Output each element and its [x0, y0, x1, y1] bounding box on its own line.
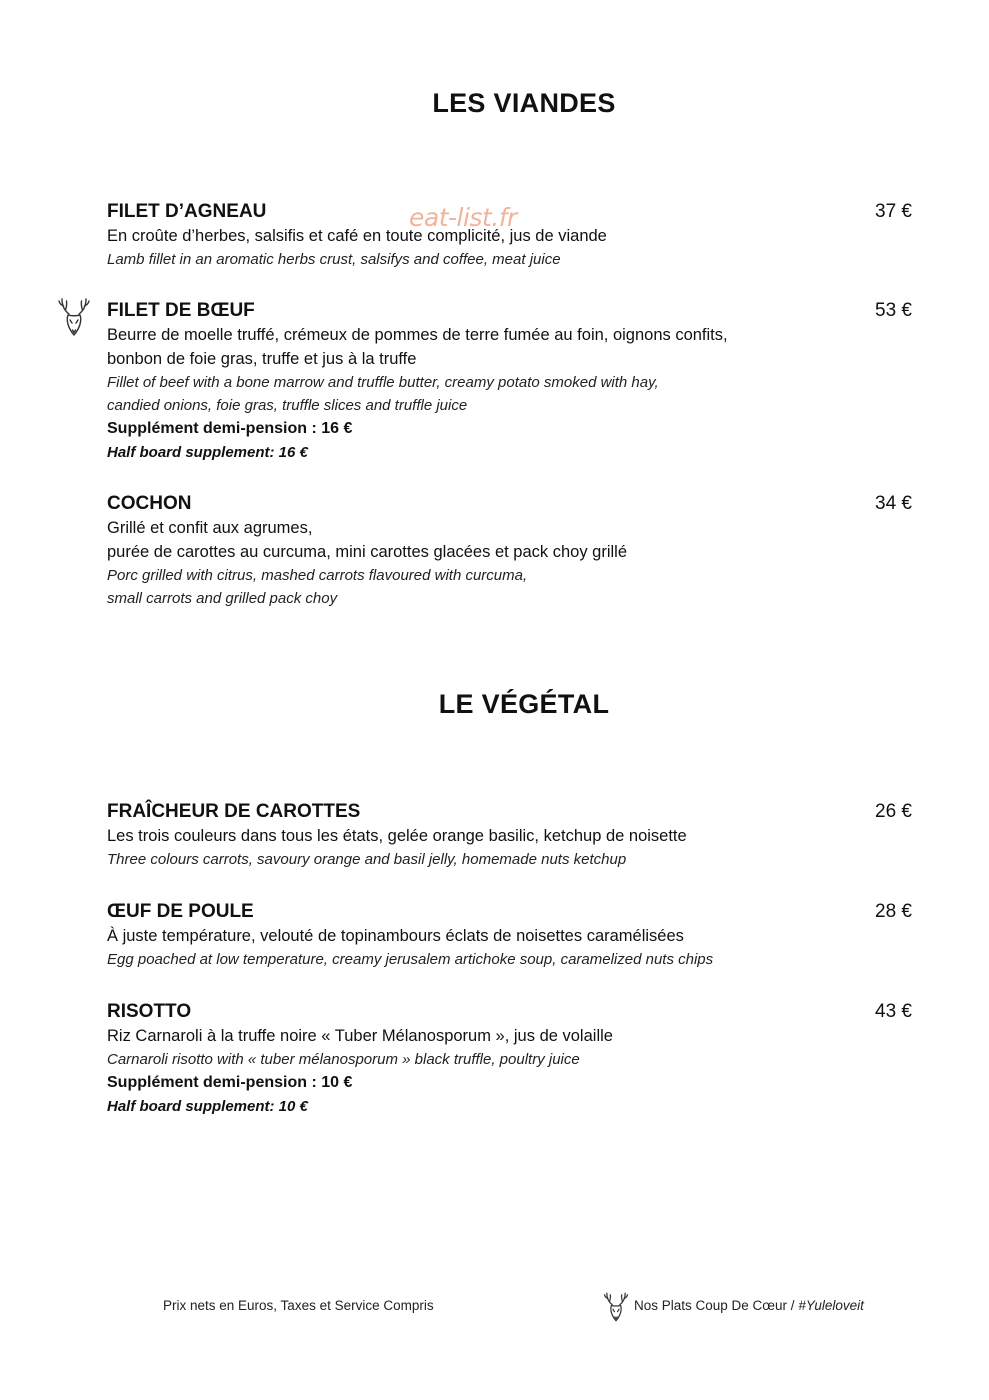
watermark: eat-list.fr [409, 203, 517, 232]
supplement-fr: Supplément demi-pension : 16 € [107, 420, 353, 437]
dish-name: ŒUF DE POULE [107, 901, 254, 922]
menu-item-filet-boeuf [107, 299, 912, 464]
dish-name: COCHON [107, 493, 192, 514]
dish-price: 37 € [875, 201, 912, 222]
menu-item-filet-agneau [107, 200, 912, 271]
dish-description-en: Carnaroli risotto with « tuber mélanosporum » black truffle, poultry juice [107, 1051, 580, 1068]
supplement-en: Half board supplement: 16 € [107, 444, 308, 461]
stag-head-icon [603, 1287, 629, 1327]
footer-price-note: Prix nets en Euros, Taxes et Service Compris [163, 1298, 434, 1313]
footer-legend [634, 1298, 864, 1313]
dish-description-en: Egg poached at low temperature, creamy jerusalem artichoke soup, caramelized nuts chips [107, 951, 714, 968]
dish-description-fr: bonbon de foie gras, truffe et jus à la truffe [107, 350, 417, 368]
dish-description-fr: Riz Carnaroli à la truffe noire « Tuber Mélanosporum », jus de volaille [107, 1027, 613, 1045]
section-title-viandes: LES VIANDES [432, 88, 616, 118]
dish-name: RISOTTO [107, 1001, 192, 1022]
dish-price: 53 € [875, 300, 912, 321]
dish-price: 34 € [875, 493, 912, 514]
dish-price: 28 € [875, 901, 912, 922]
footer-legend-text: Nos Plats Coup De Cœur / [634, 1298, 799, 1313]
dish-description-en: Porc grilled with citrus, mashed carrots flavoured with curcuma, [107, 567, 528, 584]
dish-description-en: candied onions, foie gras, truffle slices and truffle juice [107, 397, 468, 414]
dish-description-fr: À juste température, velouté de topinambours éclats de noisettes caramélisées [107, 927, 684, 945]
dish-description-fr: Grillé et confit aux agrumes, [107, 519, 313, 537]
supplement-en: Half board supplement: 10 € [107, 1098, 308, 1115]
dish-name: FILET DE BŒUF [107, 300, 255, 321]
stag-head-icon [57, 296, 91, 338]
dish-price: 43 € [875, 1001, 912, 1022]
dish-description-fr: En croûte d’herbes, salsifis et café en toute complicité, jus de viande [107, 227, 607, 245]
dish-description-en: Three colours carrots, savoury orange and basil jelly, homemade nuts ketchup [107, 851, 627, 868]
dish-name: FILET D’AGNEAU [107, 201, 267, 222]
section-title-vegetal: LE VÉGÉTAL [438, 689, 610, 719]
dish-description-fr: Les trois couleurs dans tous les états, gelée orange basilic, ketchup de noisette [107, 827, 687, 845]
dish-description-fr: purée de carottes au curcuma, mini carottes glacées et pack choy grillé [107, 543, 628, 561]
menu-item-fraicheur-carottes [107, 800, 912, 871]
menu-item-oeuf-de-poule [107, 900, 912, 971]
dish-price: 26 € [875, 801, 912, 822]
footer-hashtag: #Yuleloveit [798, 1298, 864, 1313]
dish-description-en: Lamb fillet in an aromatic herbs crust, salsifys and coffee, meat juice [107, 251, 561, 268]
dish-description-fr: Beurre de moelle truffé, crémeux de pommes de terre fumée au foin, oignons confits, [107, 326, 728, 344]
menu-item-cochon [107, 492, 912, 610]
menu-item-risotto [107, 1000, 912, 1118]
dish-description-en: small carrots and grilled pack choy [107, 590, 338, 607]
dish-name: FRAÎCHEUR DE CAROTTES [107, 801, 361, 822]
supplement-fr: Supplément demi-pension : 10 € [107, 1074, 353, 1091]
dish-description-en: Fillet of beef with a bone marrow and truffle butter, creamy potato smoked with hay, [107, 374, 659, 391]
